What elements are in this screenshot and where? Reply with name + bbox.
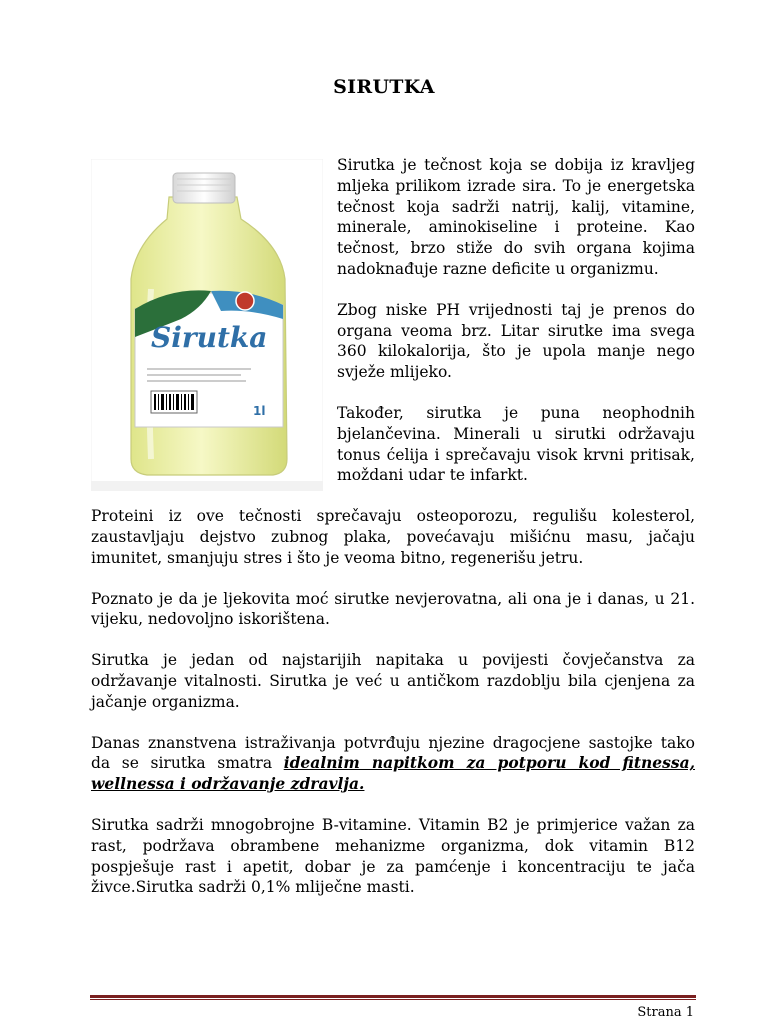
paragraph-7 [91, 733, 695, 795]
page-title: SIRUTKA [333, 76, 435, 98]
document-body [91, 155, 695, 918]
paragraph-4: Proteini iz ove tečnosti sprečavaju osteoporozu, regulišu kolesterol, zaustavljaju dejstvo zubnog plaka, povećavaju mišićnu masu, jačaju imunitet, smanjuju stres i što je veoma bitno, regenerišu jetru. [91, 507, 695, 567]
bottle-illustration [91, 159, 323, 491]
emphasized-phrase: idealnim napitkom za potporu kod fitnessa, wellnessa i održavanje zdravlja. [91, 753, 696, 794]
bottle-brand: Sirutka [151, 321, 268, 354]
page-number: Strana 1 [637, 1005, 694, 1020]
footer-rule-thin [90, 999, 696, 1000]
barcode-icon [151, 391, 197, 413]
paragraph-1: Sirutka je tečnost koja se dobija iz kravljeg mljeka prilikom izrade sira. To je energetska tečnost koja sadrži natrij, kalij, vitamine, minerale, aminokiseline i proteine. Kao tečnost, brzo stiže do svih organa kojima nadoknađuje razne deficite u organizmu. [337, 156, 695, 278]
paragraph-2: Zbog niske PH vrijednosti taj je prenos do organa veoma brz. Litar sirutke ima svega 360 kilokalorija, što je upola manje nego svježe mlijeko. [337, 300, 695, 382]
bottle-volume: 1l [253, 404, 266, 418]
paragraph-7-text: Danas znanstvena istraživanja potvrđuju njezine dragocjene sastojke tako da se sirutka smatra [91, 733, 695, 773]
paragraph-5: Poznato je da je ljekovita moć sirutke nevjerovatna, ali ona je i danas, u 21. vijeku, nedovoljno iskorištena. [91, 589, 695, 629]
paragraph-3: Također, sirutka je puna neophodnih bjelančevina. Minerali u sirutki održavaju tonus ćelija i sprečavaju visok krvni pritisak, moždani udar te infarkt. [337, 403, 695, 485]
paragraph-8: Sirutka sadrži mnogobrojne B-vitamine. Vitamin B2 je primjerice važan za rast, podržava obrambene mehanizme organizma, dok vitamin B12 pospješuje rast i apetit, dobar je za pamćenje i koncentraciju te jača živce.Sirutka sadrži 0,1% mliječne masti. [91, 815, 695, 897]
footer-rule [90, 995, 696, 998]
paragraph-6: Sirutka je jedan od najstarijih napitaka u povijesti čovječanstva za održavanje vitalnosti. Sirutka je već u antičkom razdoblju bila cjenjena za jačanje organizma. [91, 651, 695, 711]
bottle-image [91, 159, 323, 491]
